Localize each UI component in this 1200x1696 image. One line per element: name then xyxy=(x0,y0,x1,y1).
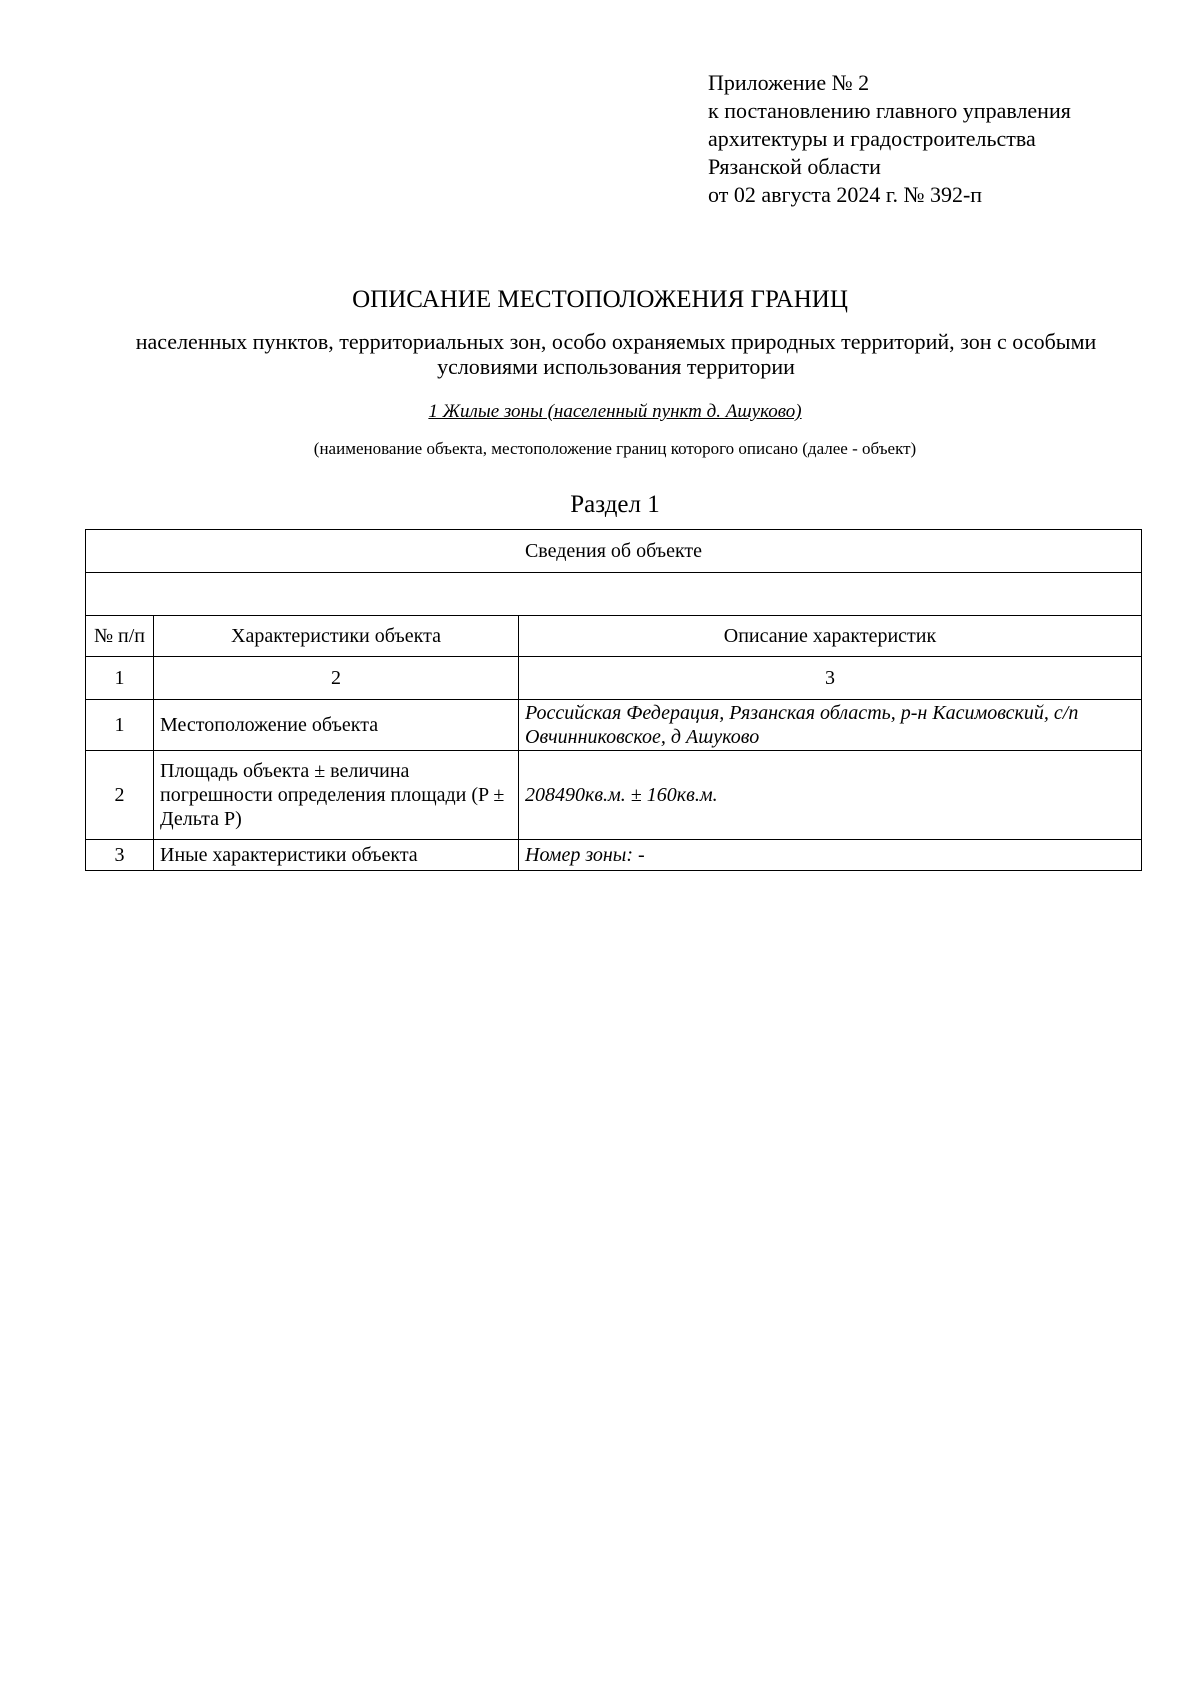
appendix-line: Приложение № 2 xyxy=(708,70,870,95)
column-number: 2 xyxy=(154,657,519,700)
document-title: ОПИСАНИЕ МЕСТОПОЛОЖЕНИЯ ГРАНИЦ xyxy=(352,286,848,313)
row-description: Российская Федерация, Рязанская область, р-н Касимовский, с/п Овчинниковское, д Ашуково xyxy=(519,700,1142,751)
appendix-block xyxy=(708,69,1071,209)
table-header-row xyxy=(86,530,1142,573)
appendix-line: к постановлению главного управления xyxy=(708,98,1071,123)
object-info-table xyxy=(85,529,1142,871)
table-empty-cell xyxy=(86,573,1142,616)
row-characteristic: Иные характеристики объекта xyxy=(154,840,519,871)
row-characteristic: Местоположение объекта xyxy=(154,700,519,751)
row-number: 2 xyxy=(86,751,154,840)
column-number: 1 xyxy=(86,657,154,700)
object-name-text: 1 Жилые зоны (населенный пункт д. Ашуково) xyxy=(428,401,802,422)
table-row xyxy=(86,840,1142,871)
column-header-num: № п/п xyxy=(86,616,154,657)
column-header-description: Описание характеристик xyxy=(519,616,1142,657)
object-caption: (наименование объекта, местоположение границ которого описано (далее - объект) xyxy=(313,439,917,458)
document-subtitle: населенных пунктов, территориальных зон, особо охраняемых природных территорий, зон с особыми условиями использования территории xyxy=(135,329,1097,379)
row-description: Номер зоны: - xyxy=(519,840,1142,871)
table-row xyxy=(86,751,1142,840)
row-description: 208490кв.м. ± 160кв.м. xyxy=(519,751,1142,840)
table-row xyxy=(86,700,1142,751)
appendix-line: Рязанской области xyxy=(708,154,881,179)
object-name xyxy=(0,400,1200,424)
row-characteristic: Площадь объекта ± величина погрешности определения площади (P ± Дельта P) xyxy=(154,751,519,840)
appendix-line: архитектуры и градостроительства xyxy=(708,126,1036,151)
appendix-line: от 02 августа 2024 г. № 392-п xyxy=(708,182,983,207)
table-column-headers xyxy=(86,616,1142,657)
row-number: 1 xyxy=(86,700,154,751)
column-header-characteristic: Характеристики объекта xyxy=(154,616,519,657)
table-header: Сведения об объекте xyxy=(86,530,1142,573)
section-title: Раздел 1 xyxy=(570,491,660,518)
table-column-numbers xyxy=(86,657,1142,700)
column-number: 3 xyxy=(519,657,1142,700)
row-number: 3 xyxy=(86,840,154,871)
table-empty-row xyxy=(86,573,1142,616)
